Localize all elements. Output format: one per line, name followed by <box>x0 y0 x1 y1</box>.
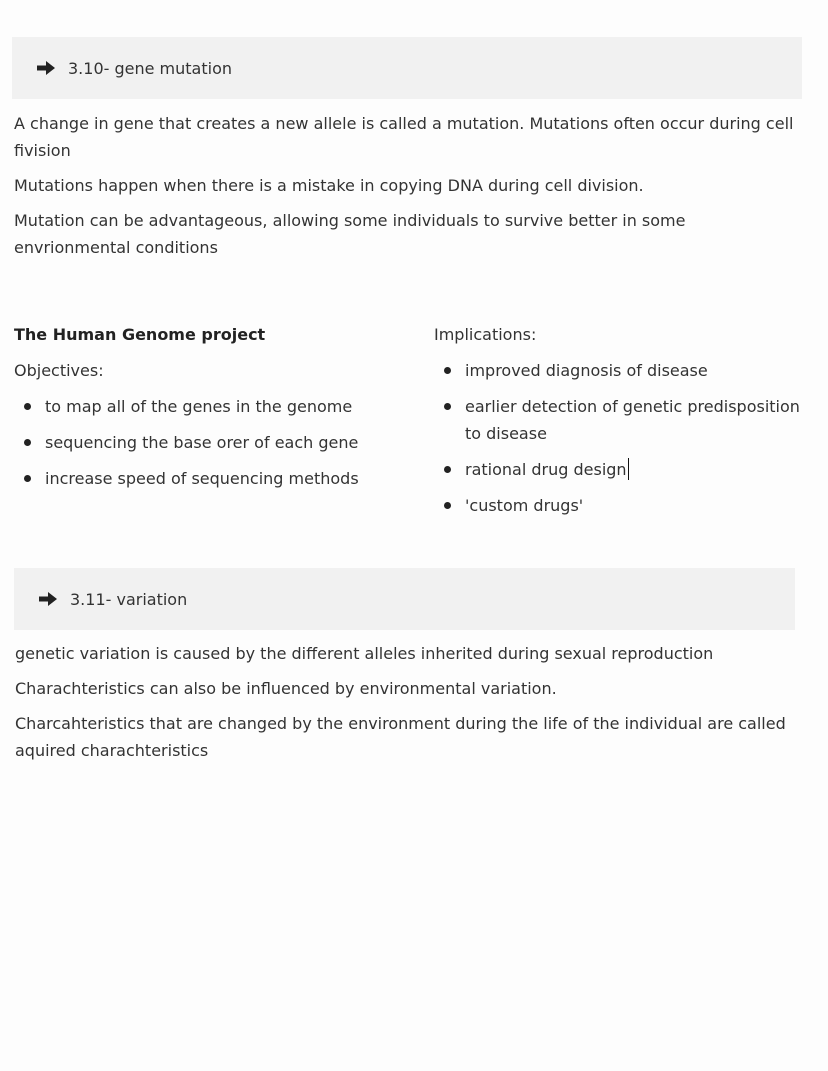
list-item <box>14 429 414 456</box>
list-item-text: rational drug design <box>465 460 627 479</box>
list-item-text: earlier detection of genetic predisposition to disease <box>465 397 800 443</box>
objectives-label: Objectives: <box>14 361 104 380</box>
list-item-text: increase speed of sequencing methods <box>45 469 359 488</box>
list-item-text: improved diagnosis of disease <box>465 361 708 380</box>
bullet-dot-icon <box>24 403 31 410</box>
section-header-variation <box>14 568 795 630</box>
list-item <box>434 456 814 483</box>
section-header-gene-mutation <box>12 37 802 99</box>
paragraph: genetic variation is caused by the different alleles inherited during sexual reproduction <box>15 644 714 663</box>
paragraph: Mutation can be advantageous, allowing some individuals to survive better in some envrionmental conditions <box>14 211 686 257</box>
list-item <box>14 465 414 492</box>
bullet-dot-icon <box>24 439 31 446</box>
genome-objectives-column <box>14 321 414 501</box>
list-item-text: 'custom drugs' <box>465 496 584 515</box>
bullet-dot-icon <box>24 475 31 482</box>
right-arrow-icon <box>38 591 58 607</box>
objectives-list <box>14 393 414 492</box>
bullet-dot-icon <box>444 466 451 473</box>
right-arrow-icon <box>36 60 56 76</box>
text-cursor <box>628 458 630 480</box>
paragraph: Charachteristics can also be influenced by environmental variation. <box>15 679 557 698</box>
list-item-text: sequencing the base orer of each gene <box>45 433 359 452</box>
section-title: 3.11- variation <box>70 589 188 609</box>
implications-label: Implications: <box>434 325 537 344</box>
list-item <box>434 393 814 447</box>
genome-implications-column <box>434 321 814 528</box>
genome-heading: The Human Genome project <box>14 325 266 344</box>
section-title: 3.10- gene mutation <box>68 58 233 78</box>
bullet-dot-icon <box>444 403 451 410</box>
list-item <box>14 393 414 420</box>
implications-list <box>434 357 814 519</box>
list-item-text: to map all of the genes in the genome <box>45 397 353 416</box>
paragraph: Charcahteristics that are changed by the environment during the life of the individual are called aquired charachteristics <box>15 714 786 760</box>
paragraph: A change in gene that creates a new allele is called a mutation. Mutations often occur during cell fivision <box>14 114 794 160</box>
paragraph: Mutations happen when there is a mistake in copying DNA during cell division. <box>14 176 644 195</box>
list-item <box>434 492 814 519</box>
bullet-dot-icon <box>444 367 451 374</box>
list-item <box>434 357 814 384</box>
bullet-dot-icon <box>444 502 451 509</box>
